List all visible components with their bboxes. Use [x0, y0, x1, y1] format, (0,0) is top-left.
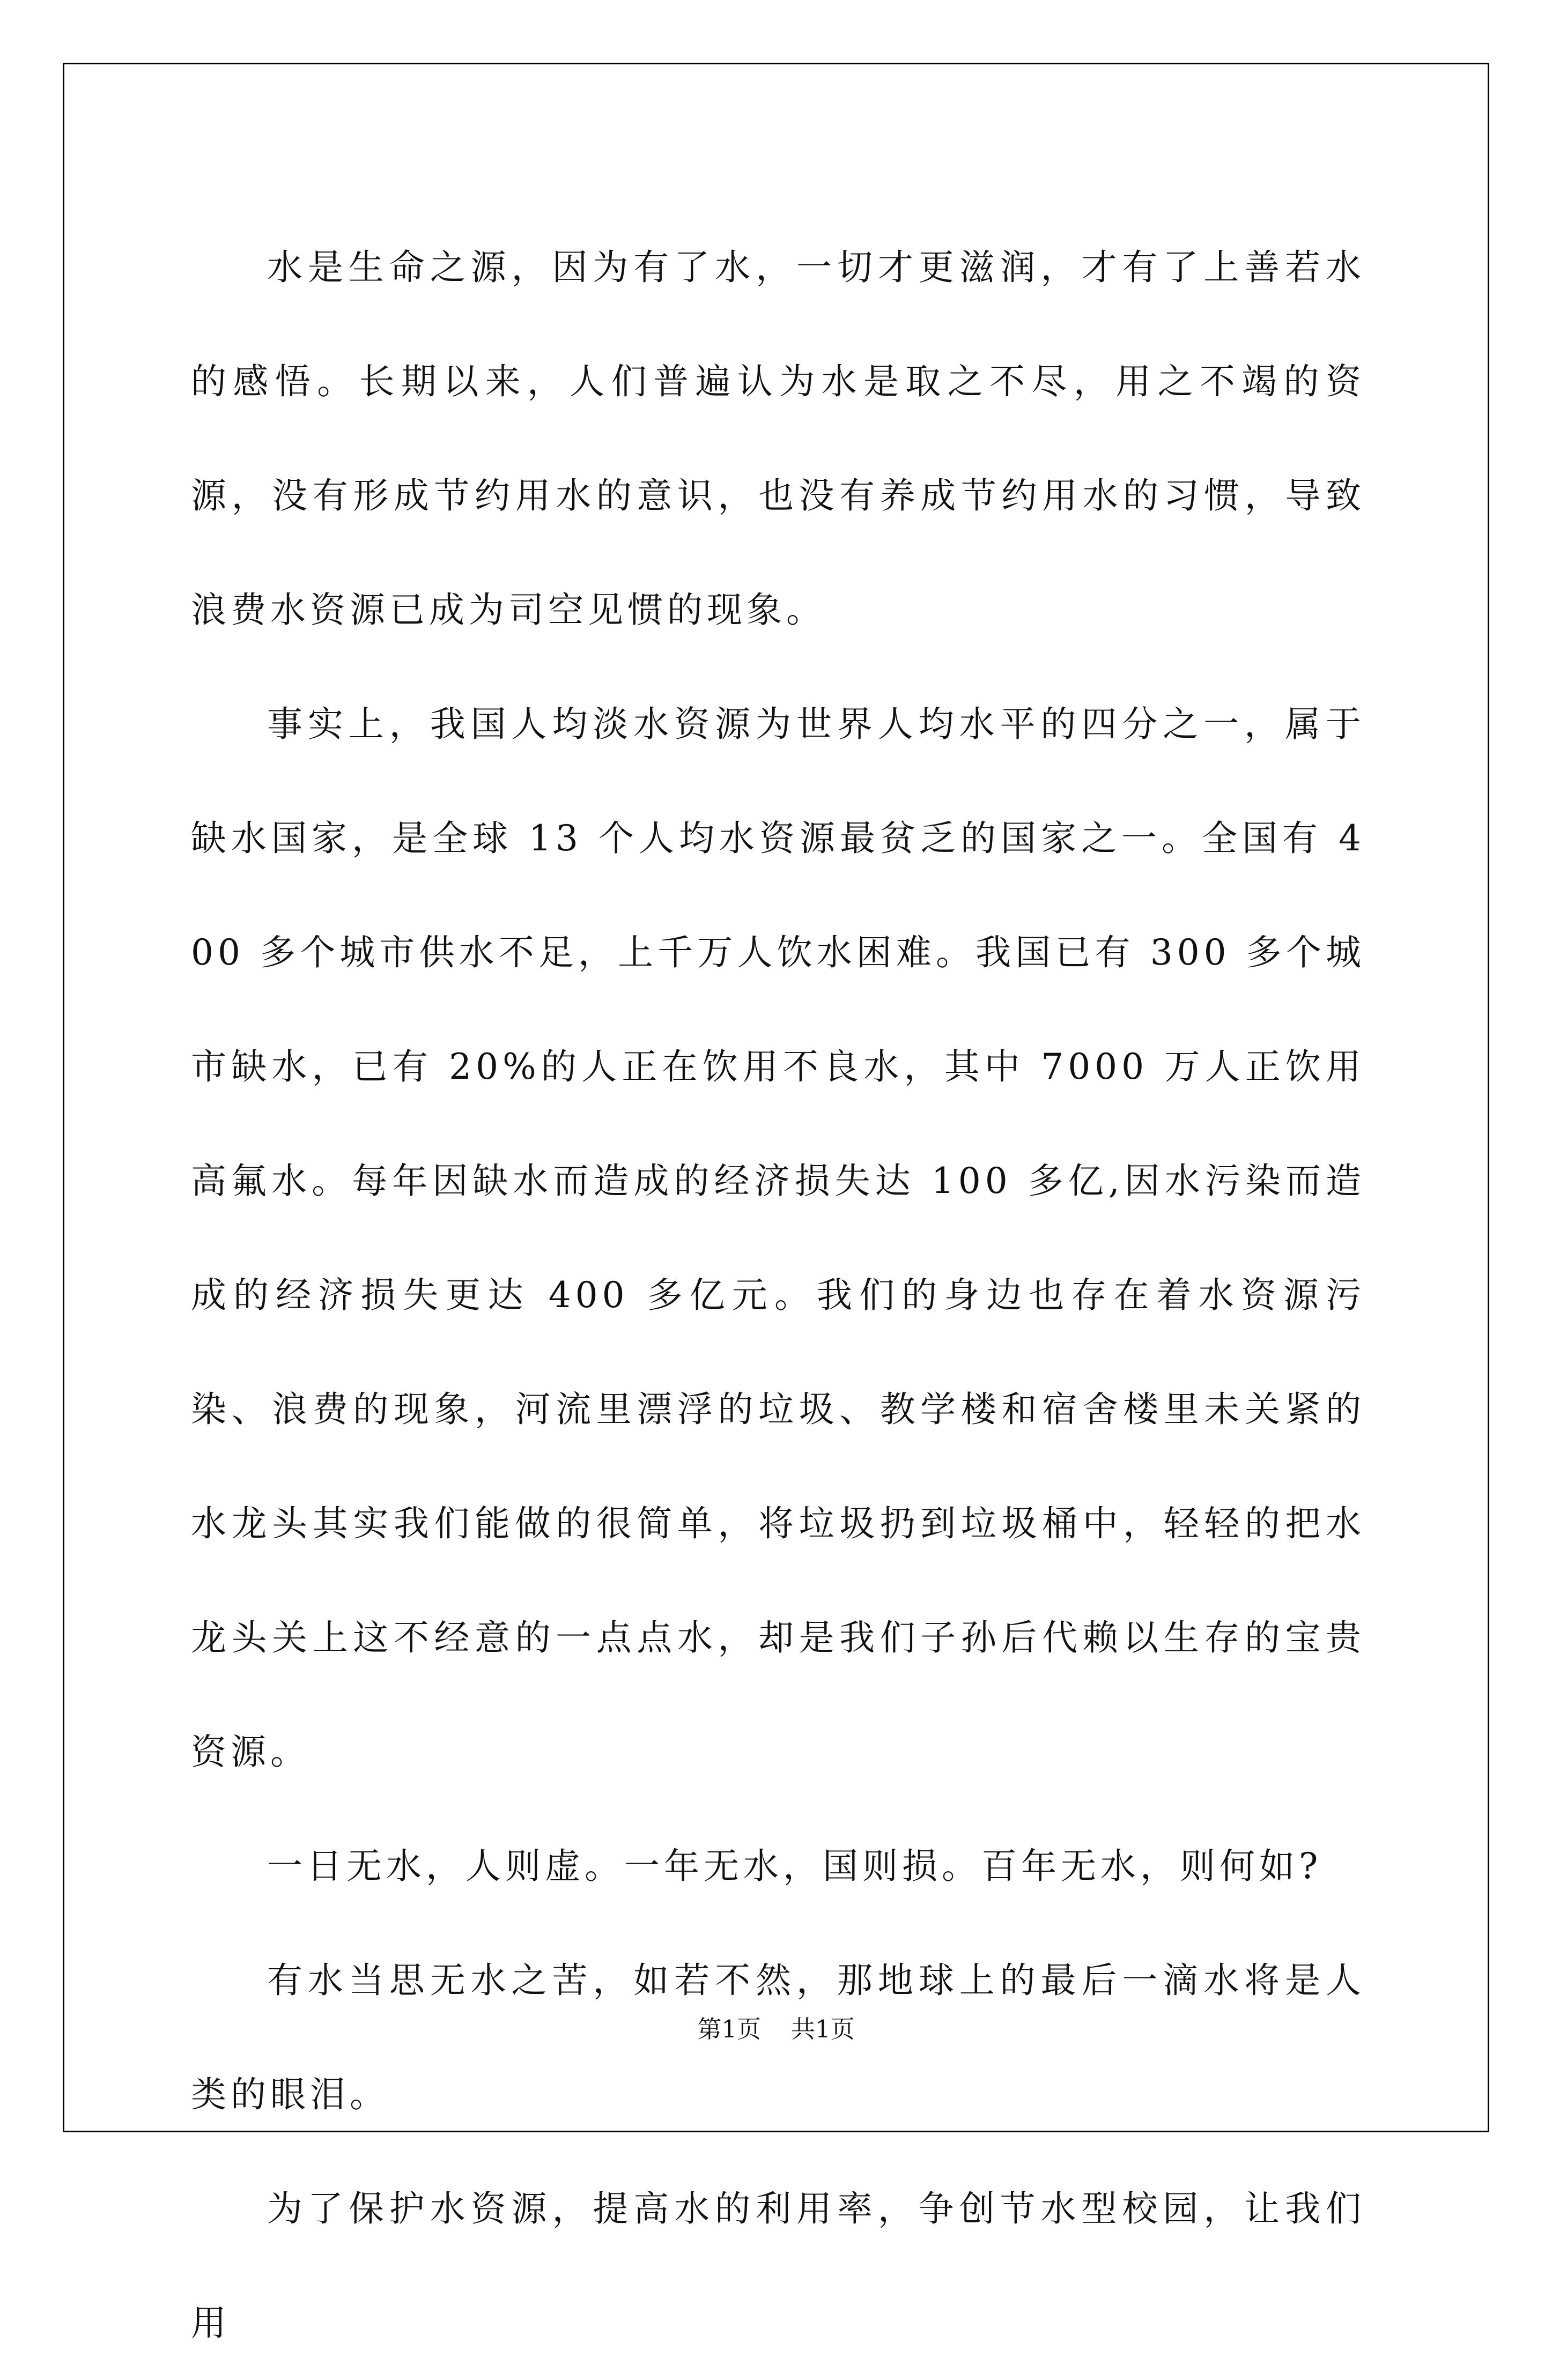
page-number: 第1页 [697, 2015, 761, 2043]
paragraph-5: 为了保护水资源，提高水的利用率，争创节水型校园，让我们用 [191, 2188, 1365, 2344]
page-count: 共1页 [791, 2015, 855, 2043]
page-footer [0, 2013, 1552, 2045]
paragraph-1: 水是生命之源，因为有了水，一切才更滋润，才有了上善若水的感悟。长期以来，人们普遍认为水是取之不尽，用之不竭的资源，没有形成节约用水的意识，也没有养成节约用水的习惯，导致浪费水资源已成为司空见惯的现象。 [191, 247, 1365, 631]
document-body [191, 210, 1365, 2380]
paragraph-3: 一日无水，人则虚。一年无水，国则损。百年无水，则何如? [267, 1845, 1322, 1887]
paragraph-4: 有水当思无水之苦，如若不然，那地球上的最后一滴水将是人类的眼泪。 [191, 1960, 1365, 2115]
paragraph-2: 事实上，我国人均淡水资源为世界人均水平的四分之一，属于缺水国家，是全球 13 个人均水资源最贫乏的国家之一。全国有 400 多个城市供水不足，上千万人饮水困难。我国已有 300 多个城市缺水，已有 20%的人正在饮用不良水，其中 7000 万人正饮用高氟水。每年因缺水而造成的经济损失达 100 多亿,因水污染而造成的经济损失更达 400 多亿元。我们的身边也存在着水资源污染、浪费的现象，河流里漂浮的垃圾、教学楼和宿舍楼里未关紧的水龙头其实我们能做的很简单，将垃圾扔到垃圾桶中，轻轻的把水龙头关上这不经意的一点点水，却是我们子孙后代赖以生存的宝贵资源。 [191, 703, 1365, 1773]
